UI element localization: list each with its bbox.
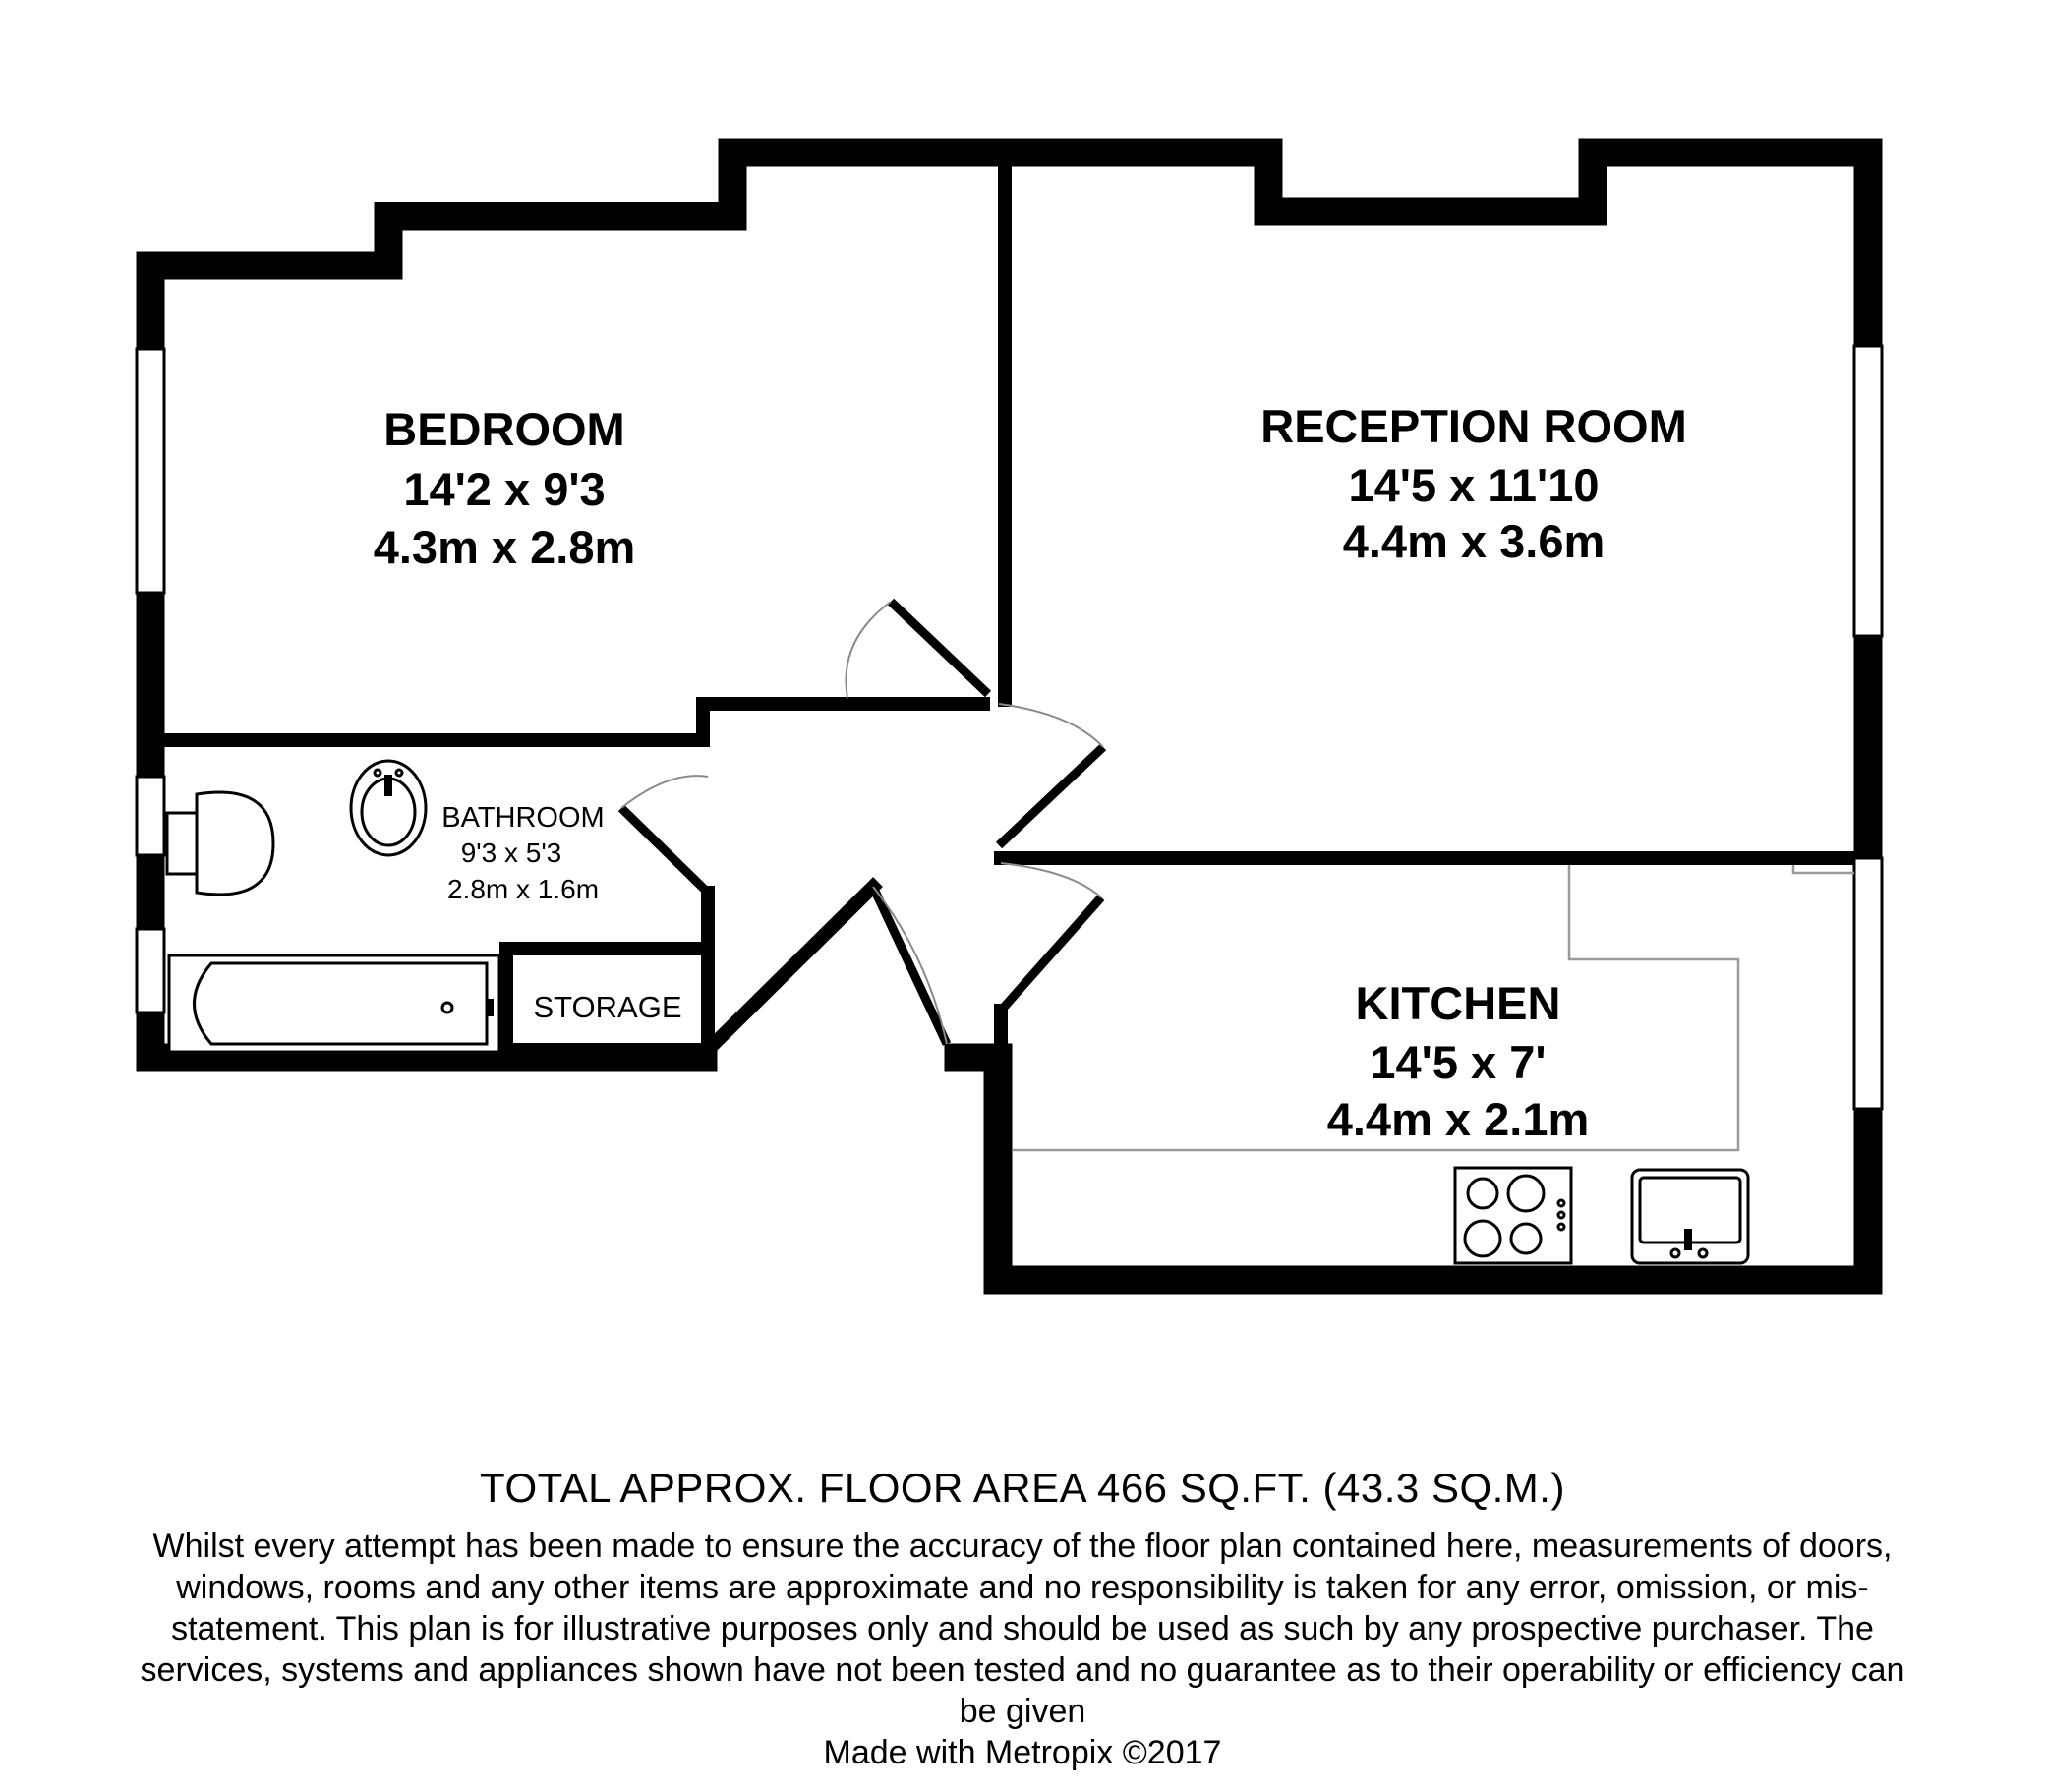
wall-bedroom-bathroom [157,704,983,740]
bedroom-imperial: 14'2 x 9'3 [403,463,606,515]
label-bathroom [441,802,604,904]
door-kitchen-leaf [1001,897,1101,1011]
door-entrance-leaf [873,887,947,1044]
window-bedroom [137,349,164,593]
bathroom-imperial: 9'3 x 5'3 [460,838,562,868]
bathroom-name: BATHROOM [441,802,605,834]
reception-imperial: 14'5 x 11'10 [1348,459,1600,511]
kitchen-name: KITCHEN [1355,977,1561,1029]
hob-icon [1455,1168,1571,1263]
label-storage [533,990,681,1024]
label-reception [1260,400,1686,567]
kitchen-worktop-corner [1793,865,1854,873]
door-bathroom-swing [621,776,708,808]
door-kitchen-swing [1001,863,1101,897]
kitchen-imperial: 14'5 x 7' [1370,1036,1547,1088]
window-reception [1854,346,1882,636]
window-bathroom-upper [137,777,164,855]
total-floor-area: TOTAL APPROX. FLOOR AREA 466 SQ.FT. (43.3 SQ.M.) [480,1465,1565,1511]
bath-icon [169,955,499,1052]
toilet-icon [167,792,273,895]
door-bedroom-swing [846,602,891,698]
disclaimer-text: Whilst every attempt has been made to ensure the accuracy of the floor plan contained here, measurements of doors, windows, rooms and any other items are approximate and no responsibility is taken for any error, omission, or mis-statement. This plan is for illustrative purposes only and should be used as such by any prospective purchaser. The services, systems and appliances shown have not been tested and no guarantee as to their operability or efficiency can be given [140,1528,1905,1730]
kitchen-sink-icon [1632,1170,1748,1263]
bedroom-name: BEDROOM [383,403,625,455]
door-reception-leaf [999,747,1103,845]
kitchen-metric: 4.4m x 2.1m [1326,1093,1590,1145]
basin-icon [351,761,426,855]
reception-metric: 4.4m x 3.6m [1342,515,1606,567]
door-bedroom-leaf [891,602,988,694]
made-with-credit: Made with Metropix ©2017 [823,1734,1222,1771]
bedroom-metric: 4.3m x 2.8m [373,521,636,573]
label-kitchen [1327,977,1590,1145]
label-bedroom [374,403,636,573]
footer [0,1465,2045,1773]
storage-name: STORAGE [533,990,682,1024]
door-reception-swing [999,704,1103,747]
bathroom-metric: 2.8m x 1.6m [446,874,600,904]
door-bathroom-leaf [621,808,708,893]
reception-name: RECEPTION ROOM [1260,400,1687,452]
outer-wall-left-wing [150,152,998,1058]
window-bathroom-lower [137,929,164,1012]
window-kitchen [1854,858,1882,1109]
wall-hall-diagonal [708,887,873,1050]
